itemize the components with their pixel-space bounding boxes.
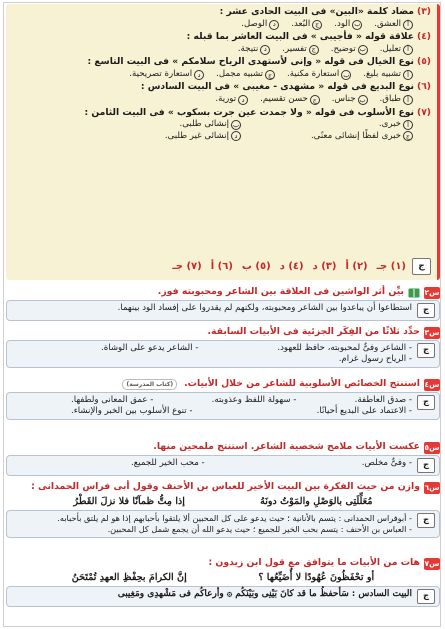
answer-box <box>6 300 440 321</box>
option-b[interactable]: ب جناس. <box>331 94 366 105</box>
mcq-question-5 <box>10 56 431 80</box>
answer-key-item: (٢) أ <box>345 261 368 272</box>
answer-box <box>6 586 440 607</box>
question-number-badge: س٤ <box>424 379 440 389</box>
option-d[interactable]: د استعارة تصريحية. <box>129 69 204 80</box>
answer-tag: ج <box>412 258 431 275</box>
question-number-badge: س٦ <box>424 482 440 492</box>
answer-text: - أبوفراس الحمدانى : يتسم بالأنانية ؛ حيث يدعو على كل المحبين ألا يلتقوا بأحبابهم إذا هو لم يلتق بأحبابه. <box>57 513 412 524</box>
mcq-question-6 <box>10 81 431 105</box>
question-block-2 <box>6 285 440 321</box>
answer-text: استطاعوا أن يباعدوا بين الشاعر ومحبوبته، ولكنهم لم يقدروا على إفساد الود بينهما. <box>117 303 412 313</box>
question-text: نوع الخيال فى قوله « وإنى لأستهدى الرياح سلامكم » فى البيت التاسع : <box>87 56 414 68</box>
verse-hemistich: مُعَلِّلَتِى بالوَصْلِ والمَوْتُ دونَهُ <box>260 496 373 507</box>
school-book-mark: (كتاب المدرسة) <box>122 379 177 390</box>
question-text: نوع البديع فى قوله « مشهدى - مغيبى » فى البيت السادس : <box>140 81 414 93</box>
question-block-6 <box>6 480 440 538</box>
question-number-badge: س٥ <box>424 442 440 452</box>
question-block-3 <box>6 325 440 368</box>
verse-hemistich: إذا مِتُّ ظمآنًا فلا نزلَ القَطْرُ <box>73 496 185 507</box>
answer-text: البيت السادس : سَأحفظُ ما قد كانَ بَيْنِى وبَيْنَكُم ۞ وأرعاكُم فى مَشْهدِى ومَغِيبى <box>117 589 412 600</box>
answer-text: - الاعتماد على البديع أحيانًا. <box>316 406 412 417</box>
question-block-7 <box>6 556 440 607</box>
question-number: (٤) <box>416 31 431 43</box>
answer-text: - الرياح رسول غرام. <box>338 354 412 365</box>
answer-tag: ج <box>417 343 435 358</box>
answer-key-list <box>172 260 406 273</box>
option-d[interactable]: د إنشائى غير طلبى. <box>41 131 241 142</box>
answer-tag: ج <box>417 395 435 410</box>
question-block-4 <box>6 377 440 420</box>
option-a[interactable]: أ طباق. <box>380 94 413 105</box>
question-title: عكست الأبيات ملامح شخصية الشاعر. استنتج ملمحين منها. <box>153 441 420 453</box>
option-a[interactable]: أ خبرى. <box>253 119 413 130</box>
question-title: بيِّن أثر الواشين فى العلاقة بين الشاعر ومحبوبته فوز. <box>157 286 404 298</box>
question-text: مضاد كلمة «البين» فى البيت الحادى عشر : <box>219 6 414 17</box>
answer-text: - سهولة اللفظ وعذوبته. <box>211 395 297 405</box>
answer-box <box>6 510 440 537</box>
option-b[interactable]: ب إنشائى طلبى. <box>179 119 240 130</box>
option-c[interactable]: ج البُعد. <box>291 19 322 30</box>
mcq-panel <box>6 4 440 280</box>
option-b[interactable]: ب توضيح. <box>330 44 366 55</box>
answer-key-item: (٧) جـ <box>172 261 202 272</box>
answer-tag: ج <box>417 513 435 528</box>
question-block-5 <box>6 440 440 476</box>
question-text: علاقة قوله « فأجيبى » فى البيت العاشر بما قبله : <box>186 31 414 43</box>
answer-text: - الشاعر يدعو على الوشاة. <box>101 343 199 353</box>
answer-key-item: (٤) د <box>279 261 304 272</box>
question-text: نوع الأسلوب فى قوله « ولا جمدت عين جرت بسكوب » فى البيت الثامن : <box>84 106 414 118</box>
answer-text: - العباس بن الأحنف : يتسم بحب الخير للجميع ؛ حيث يدعو الله أن يجمع شمل كل المحبين. <box>107 524 412 535</box>
answer-box <box>6 392 440 420</box>
option-c[interactable]: ج حسن تقسيم. <box>260 94 320 105</box>
answer-tag: ج <box>417 589 435 604</box>
poem-verse <box>6 571 440 586</box>
answer-text: - عمق المعانى ولطفها. <box>71 395 154 405</box>
option-a[interactable]: أ تشبيه بليغ. <box>363 69 413 80</box>
question-number: (٧) <box>416 106 431 118</box>
option-a[interactable]: أ تعليل. <box>380 44 413 55</box>
option-d[interactable]: د تورية. <box>215 94 248 105</box>
question-number-badge: س٧ <box>424 558 440 568</box>
worksheet-page <box>3 2 441 627</box>
verse-hemistich: إنَّ الكرامَ بحِفْظِ العهدِ تُمْتَحَنُ <box>71 572 187 583</box>
answer-text: - الشاعر وفىٌّ لمحبوبته، حافظ للعهود. <box>277 343 412 353</box>
question-number: (٣) <box>416 6 431 17</box>
mcq-question-3 <box>10 6 431 30</box>
question-title: وازن من حيث الفكرة بين البيت الأخير للعباس بن الأحنف وقول أبى فراس الحمدانى : <box>31 481 420 493</box>
option-c[interactable]: ج تشبيه مجمل. <box>216 69 275 80</box>
book-icon <box>408 288 420 298</box>
question-number-badge: س٢ <box>424 287 440 297</box>
question-title: حدِّد ثلاثًا من الفِكَر الجزئية فى الأبيات السابقة. <box>207 326 420 338</box>
answer-text: - وفىٌّ مخلص. <box>361 458 412 468</box>
answer-text: - محب الخير للجميع. <box>131 458 205 468</box>
answer-key-item: (٦) أ <box>210 261 233 272</box>
mcq-question-4 <box>10 31 431 55</box>
answer-key-item: (٣) د <box>312 261 337 272</box>
option-a[interactable]: أ العشق. <box>374 19 413 30</box>
option-c[interactable]: ج تفسير. <box>282 44 318 55</box>
answer-tag: ج <box>417 303 435 318</box>
option-d[interactable]: د الوصل. <box>241 19 279 30</box>
question-number: (٦) <box>416 81 431 93</box>
poem-verse <box>6 495 440 510</box>
answer-key-item: (٥) ب <box>241 261 271 272</box>
mcq-question-7 <box>10 107 431 142</box>
answer-tag: ج <box>417 458 435 473</box>
answer-text: - صدق العاطفة. <box>354 395 412 405</box>
question-number-badge: س٣ <box>424 327 440 337</box>
answer-text: - تنوع الأسلوب بين الخبر والإنشاء. <box>71 406 193 417</box>
question-number: (٥) <box>416 56 431 68</box>
answer-key-item: (١) جـ <box>376 261 406 272</box>
answer-box <box>6 340 440 368</box>
answer-key-row <box>12 257 431 276</box>
option-d[interactable]: د نتيجة. <box>238 44 270 55</box>
option-b[interactable]: ب استعارة مكنية. <box>287 69 350 80</box>
option-c[interactable]: ج خبرى لفظًا إنشائى معنًى. <box>253 131 413 142</box>
verse-hemistich: أو تحْفَظُونَ عُهُودًا لا أُضَيِّعُها ؟ <box>258 572 375 583</box>
question-title: استنتج الخصائص الأسلوبية للشاعر من خلال الأبيات. <box>184 378 420 390</box>
option-b[interactable]: ب الود. <box>334 18 361 29</box>
answer-box <box>6 455 440 476</box>
question-title: هات من الأبيات ما يتوافق مع قول ابن زيدون : <box>208 557 420 569</box>
